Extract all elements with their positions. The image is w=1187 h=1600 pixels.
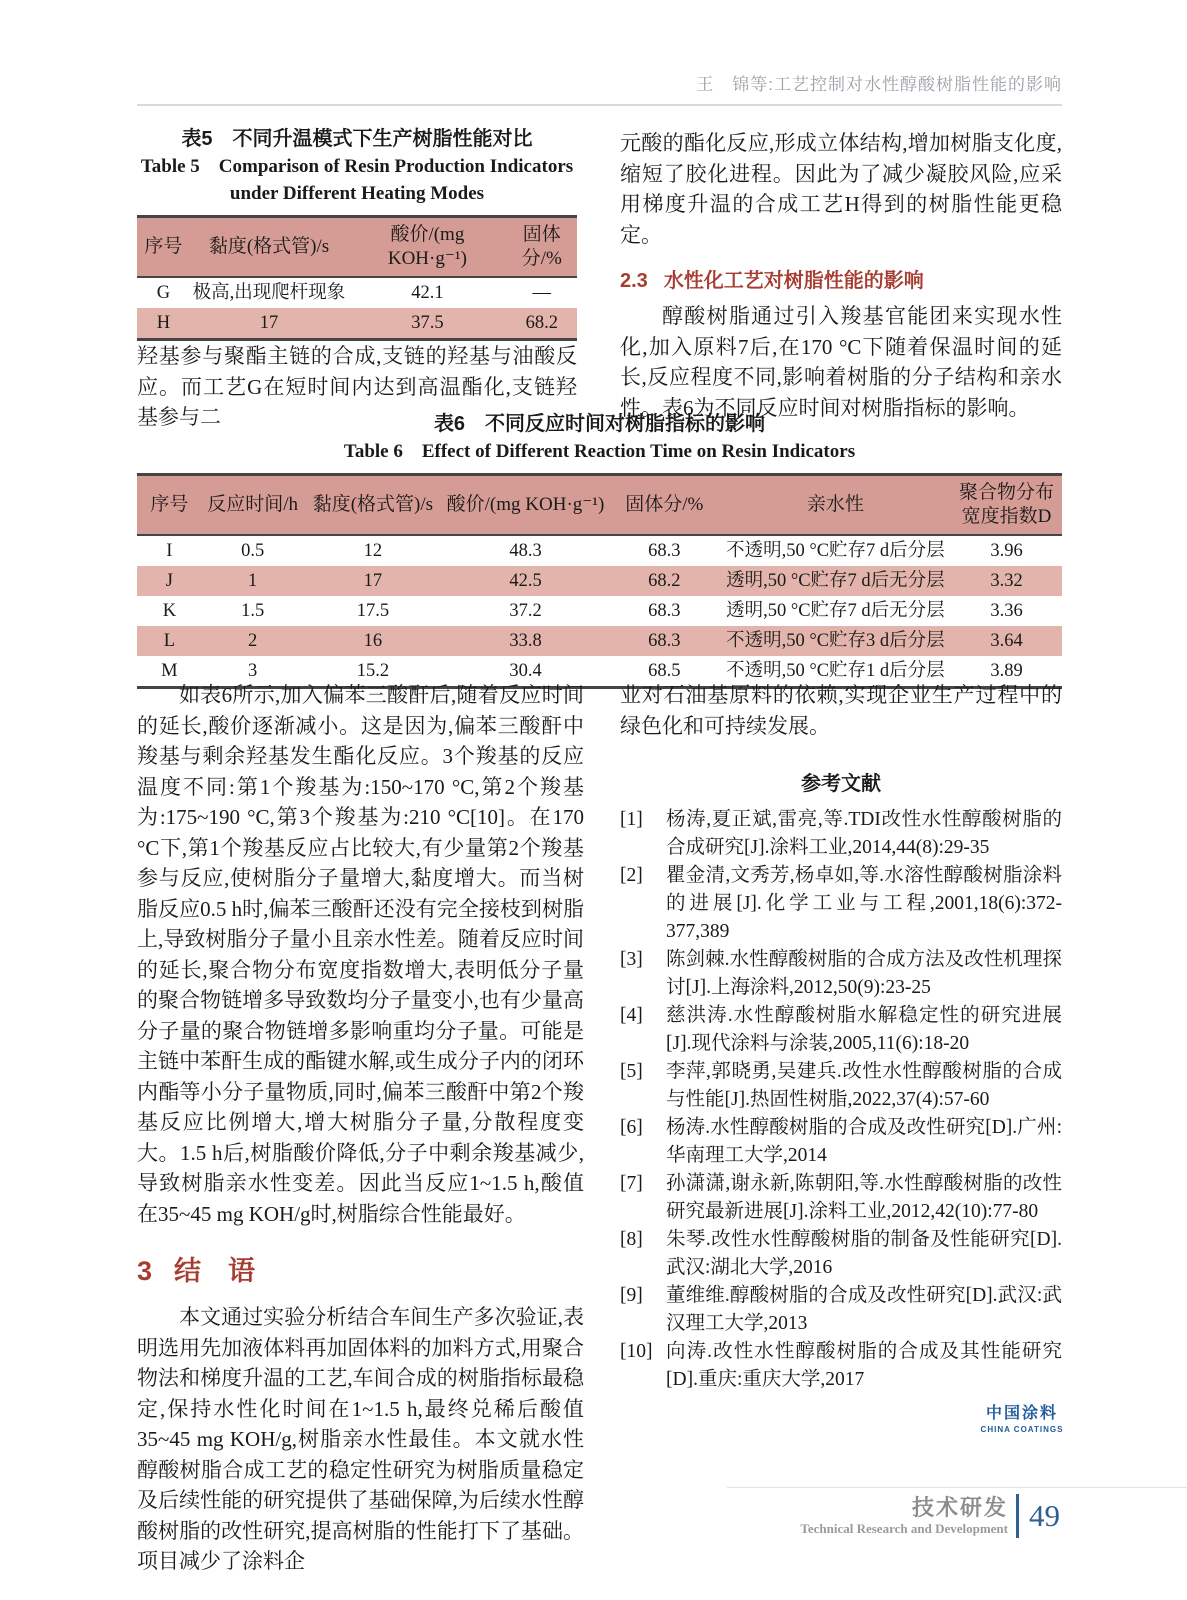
section-title: 结 语	[174, 1256, 256, 1286]
body-paragraph: 如表6所示,加入偏苯三酸酐后,随着反应时间的延长,酸价逐渐减小。这是因为,偏苯三酸酐中羧基与剩余羟基发生酯化反应。3个羧基的反应温度不同:第1个羧基为:150~170 °C,第2个羧基为:175~190 °C,第3个羧基为:210 °C[10]。在170 °C下,第1个羧基反应占比较大,有少量第2个羧基参与反应,使树脂分子量增大,黏度增大。而当树脂反应0.5 h时,偏苯三酸酐还没有完全接枝到树脂上,导致树脂分子量小且亲水性差。随着反应时间的延长,聚合物分布宽度指数增大,表明低分子量的聚合物链增多导致数均分子量变小,也有少量高分子量的聚合物链增多影响重均分子量。可能是主链中苯酐生成的酯键水解,或生成分子内的闭环内酯等小分子量物质,同时,偏苯三酸酐中第2个羧基反应比例增大,增大树脂分子量,分散程度变大。1.5 h后,树脂酸价降低,分子中剩余羧基减少,导致树脂亲水性变差。因此当反应1~1.5 h,酸值在35~45 mg KOH/g时,树脂综合性能最好。	[137, 683, 584, 1226]
body-paragraph: 元酸的酯化反应,形成立体结构,增加树脂支化度,缩短了胶化进程。因此为了减少凝胶风险,应采用梯度升温的合成工艺H得到的树脂性能更稳定。	[620, 131, 1062, 247]
table6-cell: 不透明,50 °C贮存1 d后分层	[726, 661, 945, 681]
reference-text: 朱琴.改性水性醇酸树脂的制备及性能研究[D].武汉:湖北大学,2016	[666, 1229, 1062, 1278]
table6-cell: 3.64	[990, 631, 1023, 651]
table5-caption-en-line1: Table 5 Comparison of Resin Production Indicators	[140, 156, 574, 177]
page-number: 49	[1029, 1498, 1060, 1533]
logo-text-en: CHINA COATINGS	[980, 1425, 1064, 1434]
reference-marker: [4]	[620, 1005, 643, 1026]
reference-text: 杨涛,夏正斌,雷亮,等.TDI改性水性醇酸树脂的合成研究[J].涂料工业,2014,44(8):29-35	[666, 809, 1062, 858]
table5-cell: H	[156, 313, 171, 333]
left-column-top	[137, 125, 577, 433]
table6-row	[137, 626, 1062, 656]
table5-row	[137, 308, 577, 340]
table6-cell: 3.96	[990, 541, 1023, 561]
table6-header-row	[137, 475, 1062, 536]
table6-cell: 0.5	[241, 541, 265, 561]
table5-caption-en-line2: under Different Heating Modes	[229, 183, 485, 204]
table6-caption-en: Table 6 Effect of Different Reaction Time on Resin Indicators	[343, 441, 856, 462]
table6-cell: 1.5	[241, 601, 265, 621]
reference-marker: [1]	[620, 809, 643, 830]
table6-cell: 15.2	[356, 661, 390, 681]
table6-row	[137, 596, 1062, 626]
table6-cell: 68.3	[648, 631, 681, 651]
right-column-bottom	[620, 680, 1062, 1394]
body-paragraph: 业对石油基原料的依赖,实现企业生产过程中的绿色化和可持续发展。	[620, 683, 1062, 738]
table5-cell: 68.2	[525, 313, 558, 333]
reference-item	[620, 1338, 1062, 1394]
china-coatings-logo	[972, 1400, 1072, 1434]
table5	[137, 215, 577, 341]
table6-header-cell: 黏度(格式管)/s	[304, 475, 443, 536]
table5-header-row	[137, 217, 577, 278]
table5-caption-zh: 表5 不同升温模式下生产树脂性能对比	[181, 128, 533, 150]
body-paragraph: 羟基参与聚酯主链的合成,支链的羟基与油酸反应。而工艺G在短时间内达到高温酯化,支链羟基参与二	[137, 344, 577, 429]
table5-cell: 极高,出现爬杆现象	[192, 283, 346, 303]
table5-cell: —	[532, 283, 552, 303]
reference-marker: [5]	[620, 1061, 643, 1082]
logo-text-zh: 中国涂料	[985, 1405, 1058, 1422]
table6-cell: L	[163, 631, 176, 651]
section-title: 水性化工艺对树脂性能的影响	[663, 270, 924, 292]
table6-cell: 3.36	[990, 601, 1023, 621]
table6-cell: 不透明,50 °C贮存3 d后分层	[726, 631, 945, 651]
table5-cell: 42.1	[411, 283, 444, 303]
table6-cell: 37.2	[509, 601, 542, 621]
footer-vertical-bar	[1016, 1494, 1019, 1538]
table6-caption-zh: 表6 不同反应时间对树脂指标的影响	[433, 413, 766, 435]
table6-header-cell: 反应时间/h	[202, 475, 304, 536]
references-title: 参考文献	[801, 773, 881, 795]
table6-header-cell: 聚合物分布宽度指数D	[951, 475, 1062, 536]
section-heading-2-3	[620, 264, 1062, 293]
table6-cell: 12	[363, 541, 383, 561]
table6-cell: 3.32	[990, 571, 1023, 591]
section-number: 3	[137, 1256, 153, 1286]
table6-cell: 3	[248, 661, 258, 681]
reference-marker: [9]	[620, 1285, 643, 1306]
reference-text: 向涛.改性水性醇酸树脂的合成及其性能研究[D].重庆:重庆大学,2017	[666, 1341, 1062, 1390]
reference-marker: [6]	[620, 1117, 643, 1138]
reference-marker: [2]	[620, 865, 643, 886]
table6-cell: I	[166, 541, 173, 561]
table6-cell: 30.4	[509, 661, 542, 681]
reference-item	[620, 1282, 1062, 1338]
table6-cell: 42.5	[509, 571, 542, 591]
footer-label-en: Technical Research and Development	[800, 1520, 1008, 1536]
table6-header-cell: 酸价/(mg KOH·g⁻¹)	[442, 475, 609, 536]
header-divider	[137, 104, 1062, 106]
footer-label-zh: 技术研发	[911, 1494, 1008, 1520]
table6-cell: 2	[248, 631, 258, 651]
table5-header-cell: 黏度(格式管)/s	[190, 217, 348, 278]
table6-cell: 透明,50 °C贮存7 d后无分层	[726, 571, 945, 591]
body-paragraph: 醇酸树脂通过引入羧基官能团来实现水性化,加入原料7后,在170 °C下随着保温时间的延长,反应程度不同,影响着树脂的分子结构和亲水性。表6为不同反应时间对树脂指标的影响。	[620, 304, 1062, 420]
table6-cell: 68.5	[648, 661, 681, 681]
table6-block	[137, 410, 1062, 689]
reference-marker: [8]	[620, 1229, 643, 1250]
table6-cell: 68.3	[648, 541, 681, 561]
table6-cell: 17.5	[356, 601, 390, 621]
reference-item	[620, 1002, 1062, 1058]
table6-cell: 不透明,50 °C贮存7 d后分层	[726, 541, 945, 561]
table5-cell: G	[156, 283, 171, 303]
footer-divider	[727, 1487, 1187, 1488]
table6-cell: 16	[363, 631, 383, 651]
table5-row	[137, 277, 577, 308]
table6-header-cell: 亲水性	[720, 475, 951, 536]
reference-marker: [7]	[620, 1173, 643, 1194]
section-heading-3	[137, 1249, 584, 1288]
table6	[137, 473, 1062, 689]
table6-cell: 1	[248, 571, 258, 591]
table6-header-cell: 序号	[137, 475, 202, 536]
table6-cell: 3.89	[990, 661, 1023, 681]
table5-header-cell: 酸价/(mg KOH·g⁻¹)	[348, 217, 506, 278]
footer	[800, 1494, 1060, 1538]
reference-text: 李萍,郭晓勇,吴建兵.改性水性醇酸树脂的合成与性能[J].热固性树脂,2022,37(4):57-60	[666, 1061, 1062, 1110]
left-column-bottom	[137, 680, 584, 1577]
table6-cell: 透明,50 °C贮存7 d后无分层	[726, 601, 945, 621]
table6-cell: 48.3	[509, 541, 542, 561]
table6-cell: 17	[363, 571, 383, 591]
reference-text: 慈洪涛.水性醇酸树脂水解稳定性的研究进展[J].现代涂料与涂装,2005,11(6):18-20	[666, 1005, 1062, 1054]
conclusion-paragraph: 本文通过实验分析结合车间生产多次验证,表明选用先加液体料再加固体料的加料方式,用聚合物法和梯度升温的工艺,车间合成的树脂指标最稳定,保持水性化时间在1~1.5 h,最终兑稀后酸值35~45 mg KOH/g,树脂亲水性最佳。本文就水性醇酸树脂合成工艺的稳定性研究为树脂质量稳定及后续性能的研究提供了基础保障,为后续水性醇酸树脂的改性研究,提高树脂的性能打下了基础。项目减少了涂料企	[137, 1305, 584, 1573]
reference-text: 董维维.醇酸树脂的合成及改性研究[D].武汉:武汉理工大学,2013	[666, 1285, 1062, 1334]
reference-marker: [3]	[620, 949, 643, 970]
table5-header-cell: 序号	[137, 217, 190, 278]
running-title: 王 锦等:工艺控制对水性醇酸树脂性能的影响	[696, 75, 1062, 94]
table6-row	[137, 535, 1062, 566]
table6-cell: K	[162, 601, 177, 621]
reference-text: 瞿金清,文秀芳,杨卓如,等.水溶性醇酸树脂涂料的进展[J].化学工业与工程,2001,18(6):372-377,389	[666, 865, 1062, 942]
table6-cell: 33.8	[509, 631, 542, 651]
reference-item	[620, 1058, 1062, 1114]
reference-item	[620, 806, 1062, 862]
reference-item	[620, 946, 1062, 1002]
table6-header-cell: 固体分/%	[609, 475, 720, 536]
reference-item	[620, 1226, 1062, 1282]
table6-cell: 68.3	[648, 601, 681, 621]
reference-text: 陈剑棘.水性醇酸树脂的合成方法及改性机理探讨[J].上海涂料,2012,50(9):23-25	[666, 949, 1062, 998]
table5-header-cell: 固体分/%	[507, 217, 577, 278]
table5-cell: 17	[259, 313, 279, 333]
reference-item	[620, 862, 1062, 946]
table6-row	[137, 566, 1062, 596]
reference-item	[620, 1114, 1062, 1170]
section-number: 2.3	[620, 270, 648, 292]
table6-cell: J	[165, 571, 173, 591]
reference-item	[620, 1170, 1062, 1226]
footer-section-label	[800, 1496, 1008, 1537]
reference-text: 杨涛.水性醇酸树脂的合成及改性研究[D].广州:华南理工大学,2014	[666, 1117, 1062, 1166]
table6-cell: 68.2	[648, 571, 681, 591]
reference-marker: [10]	[620, 1341, 653, 1362]
table5-cell: 37.5	[411, 313, 444, 333]
reference-text: 孙潇潇,谢永新,陈朝阳,等.水性醇酸树脂的改性研究最新进展[J].涂料工业,2012,42(10):77-80	[666, 1173, 1062, 1222]
table6-cell: M	[161, 661, 178, 681]
right-column-top	[620, 128, 1062, 423]
